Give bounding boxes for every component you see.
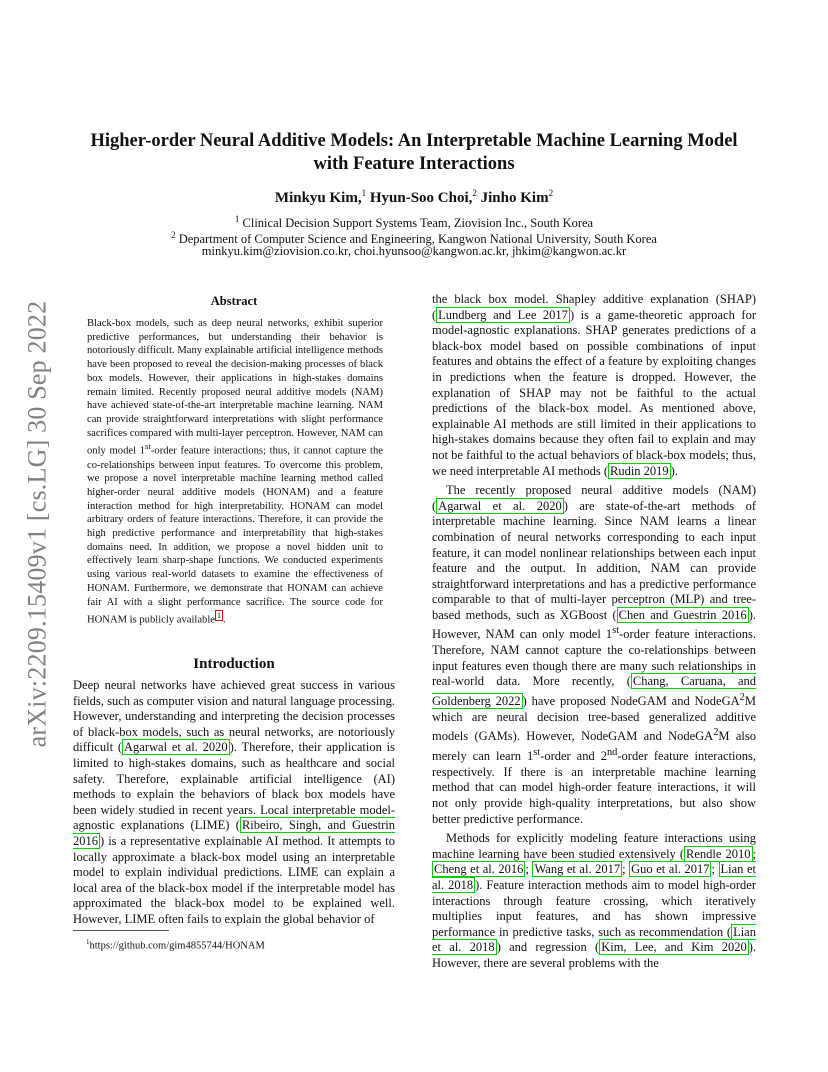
intro-paragraph-3: Methods for explicitly modeling feature interactions using machine learning have been studied extensively ( Rendle 2010 ; Cheng et al. 2016 ; Wang et al. 2017 ; Guo et al. 2017 ; Lian et al. 2018 ). Feature interaction methods aim to model high-order interactions through feature crossing, which iteratively multiplies input features, and has shown impressive performance in predictive tasks, such as recommendation ( Lian et al. 2018 ) and regression ( Kim, Lee, and Kim 2020 ). However, there are several problems with the [432, 831, 756, 970]
introduction-heading: Introduction [193, 656, 275, 672]
affiliation-2: $^2$ Department of Computer Science and Engineering, Kangwon National University, South Korea [171, 230, 657, 247]
title-line-1: Higher-order Neural Additive Models: An Interpretable Machine Learning Model [90, 131, 738, 151]
citation-link[interactable]: Kim, Lee, and Kim 2020 [601, 940, 747, 955]
intro-paragraph-2: The recently proposed neural additive models (NAM) ( Agarwal et al. 2020 ) are state-of-the-art methods of interpretable machine learning. Since NAM learns a linear combination of neural networks corresponding to each input feature, it can model nonlinear relationships between each input feature and the output. In addition, NAM can provide straightforward interpretations and has a predictive performance comparable to that of multi-layer perceptron (MLP) and tree-based methods, such as XGBoost ( Chen and Guestrin 2016 ). However, NAM can only model 1st-order feature interactions. Therefore, NAM cannot capture the co-relationships between input features even though there are many such relationships in real-world data. More recently, ( Chang, Caruana, and Goldenberg 2022 ) have proposed NodeGAM and NodeGA$^2$M which are neural decision tree-based generalized additive models (GAMs). However, NodeGAM and NodeGA$^2$M also merely can learn 1st-order and 2nd-order feature interactions, respectively. If there is an interpretable machine learning method that can model high-order feature interactions, it will not only provide high-quality interpretations, but also show better predictive performance. [432, 483, 757, 826]
citation-link[interactable]: Chen and Guestrin 2016 [618, 607, 747, 622]
citation-link[interactable]: Lian et al. 2018 [432, 862, 756, 892]
footnote: $^1$https://github.com/gim4855744/HONAM [86, 938, 265, 952]
citation-link[interactable]: Agarwal et al. 2020 [124, 740, 228, 755]
citation-link[interactable]: Chang, Caruana, and Goldenberg 2022 [432, 674, 757, 709]
left-column-text [73, 678, 395, 928]
citation-link[interactable]: Wang et al. 2017 [534, 862, 621, 877]
author-3: Jinho Kim [480, 190, 549, 206]
citation-link[interactable]: Rudin 2019 [609, 463, 669, 478]
citation-link[interactable]: Ribeiro, Singh, and Guestrin 2016 [73, 818, 396, 848]
footnote-divider [73, 930, 169, 931]
citation-link[interactable]: Agarwal et al. 2020 [438, 498, 562, 513]
title-line-2: with Feature Interactions [313, 154, 515, 174]
arxiv-identifier-stamp: arXiv:2209.15409v1 [cs.LG] 30 Sep 2022 [22, 300, 51, 748]
author-list: Minkyu Kim,$^1$ Hyun-Soo Choi,$^2$ Jinho Kim$^2$ [274, 188, 554, 206]
right-column-text [432, 292, 756, 972]
author-1: Minkyu Kim, [274, 190, 362, 206]
intro-paragraph-1-continued: the black box model. Shapley additive explanation (SHAP) ( Lundberg and Lee 2017 ) is a game-theoretic approach for model-agnostic explanations. SHAP generates predictions of a black-box model based on possible combinations of input features and obtains the effect of a feature by exploiting changes in predictions when the feature is dropped. However, the explanation of SHAP may not be faithful to the actual predictions of the black-box model. As mentioned above, explainable AI methods are still limited in their applications to high-stakes domains because they often fail to explain and may not be faithful to the actual behaviors of black-box models; thus, we need interpretable AI methods ( Rudin 2019 ). [432, 292, 757, 478]
abstract-body: Black-box models, such as deep neural networks, exhibit superior predictive performances, but understanding their behavior is notoriously difficult. Many explainable artificial intelligence methods have been proposed to reveal the decision-making processes of black box models. However, their applications in high-stakes domains remain limited. Recently proposed neural additive models (NAM) have achieved state-of-the-art interpretable machine learning. NAM can provide straightforward interpretations with slight performance sacrifices compared with multi-layer perceptron. However, NAM can only model 1st-order feature interactions; thus, it cannot capture the co-relationships between input features. To overcome this problem, we propose a novel interpretable machine learning method called higher-order neural additive models (HONAM) and a feature interaction method for high interpretability. HONAM can model arbitrary orders of feature interactions. Therefore, it can provide the high predictive performance and interpretability that high-stakes domains need. In addition, we propose a novel hidden unit to effectively learn sharp-shape functions. We conducted experiments using various real-world datasets to examine the effectiveness of HONAM. Furthermore, we demonstrate that HONAM can achieve fair AI with a slight performance sacrifice. The source code for HONAM is publicly available $^1$ . [87, 318, 383, 626]
author-emails: minkyu.kim@ziovision.co.kr, choi.hyunsoo@kangwon.ac.kr, jhkim@kangwon.ac.kr [201, 244, 627, 258]
paper-title [60, 130, 768, 176]
footnote-link[interactable]: 1 [216, 611, 221, 621]
author-2: Hyun-Soo Choi, [369, 190, 473, 206]
citation-link[interactable]: Lian et al. 2018 [432, 924, 756, 955]
citation-link[interactable]: Cheng et al. 2016 [434, 862, 524, 877]
citation-link[interactable]: Lundberg and Lee 2017 [438, 307, 568, 322]
footnote-url[interactable]: https://github.com/gim4855744/HONAM [89, 940, 265, 952]
intro-paragraph-1: Deep neural networks have achieved great success in various fields, such as computer vision and natural language processing. However, understanding and interpreting the decision processes of black-box models, such as neural networks, are notoriously difficult ( Agarwal et al. 2020 ). Therefore, their application is limited to high-stakes domains, such as healthcare and social safety. Therefore, explainable artificial intelligence (AI) methods to explain the behaviors of black box models have been widely studied in recent years. Local interpretable model-agnostic explanations (LIME) ( Ribeiro, Singh, and Guestrin 2016 ) is a representative explainable AI method. It attempts to locally approximate a black-box model using an interpretable model to explain individual predictions. LIME can explain a local area of the black-box model if the interpretable model has approximated the black-box model to be explained well. However, LIME often fails to explain the global behavior of [73, 678, 396, 926]
citation-link[interactable]: Rendle 2010 [686, 846, 751, 861]
citation-link[interactable]: Guo et al. 2017 [631, 862, 710, 877]
affiliation-1: $^1$ Clinical Decision Support Systems Team, Ziovision Inc., South Korea [234, 214, 594, 231]
abstract-heading: Abstract [210, 294, 258, 308]
